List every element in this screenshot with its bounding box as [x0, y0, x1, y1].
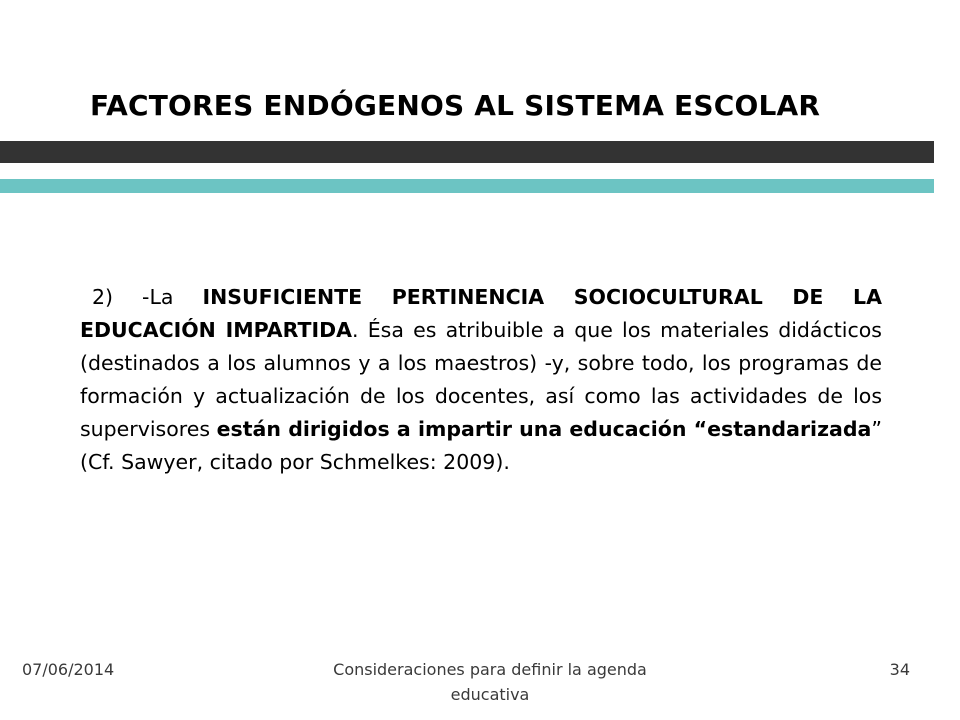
body-text-main: . Ésa es atribuible a que los materiales didácticos (destinados a los alumnos y a los maestros) -y, sobre todo, los programas de formación y actualización de los docentes, así como las actividades de los supervisores [80, 318, 882, 441]
body-text-intro: 2) -La [92, 285, 203, 309]
body-paragraph [80, 281, 882, 479]
body-text-emphasis-claim: están dirigidos a impartir una educación “estandarizada [216, 417, 872, 441]
dark-divider-bar [0, 141, 934, 163]
body-text-emphasis-heading: INSUFICIENTE PERTINENCIA SOCIOCULTURAL DE LA EDUCACIÓN IMPARTIDA [80, 285, 882, 342]
footer-page-number: 34 [889, 660, 910, 679]
footer-title: Consideraciones para definir la agenda educativa [333, 660, 647, 704]
body-text-citation: ” (Cf. Sawyer, citado por Schmelkes: 2009). [80, 417, 882, 474]
footer-date: 07/06/2014 [22, 660, 115, 679]
teal-divider-bar [0, 179, 934, 193]
slide-title: FACTORES ENDÓGENOS AL SISTEMA ESCOLAR [90, 89, 821, 122]
